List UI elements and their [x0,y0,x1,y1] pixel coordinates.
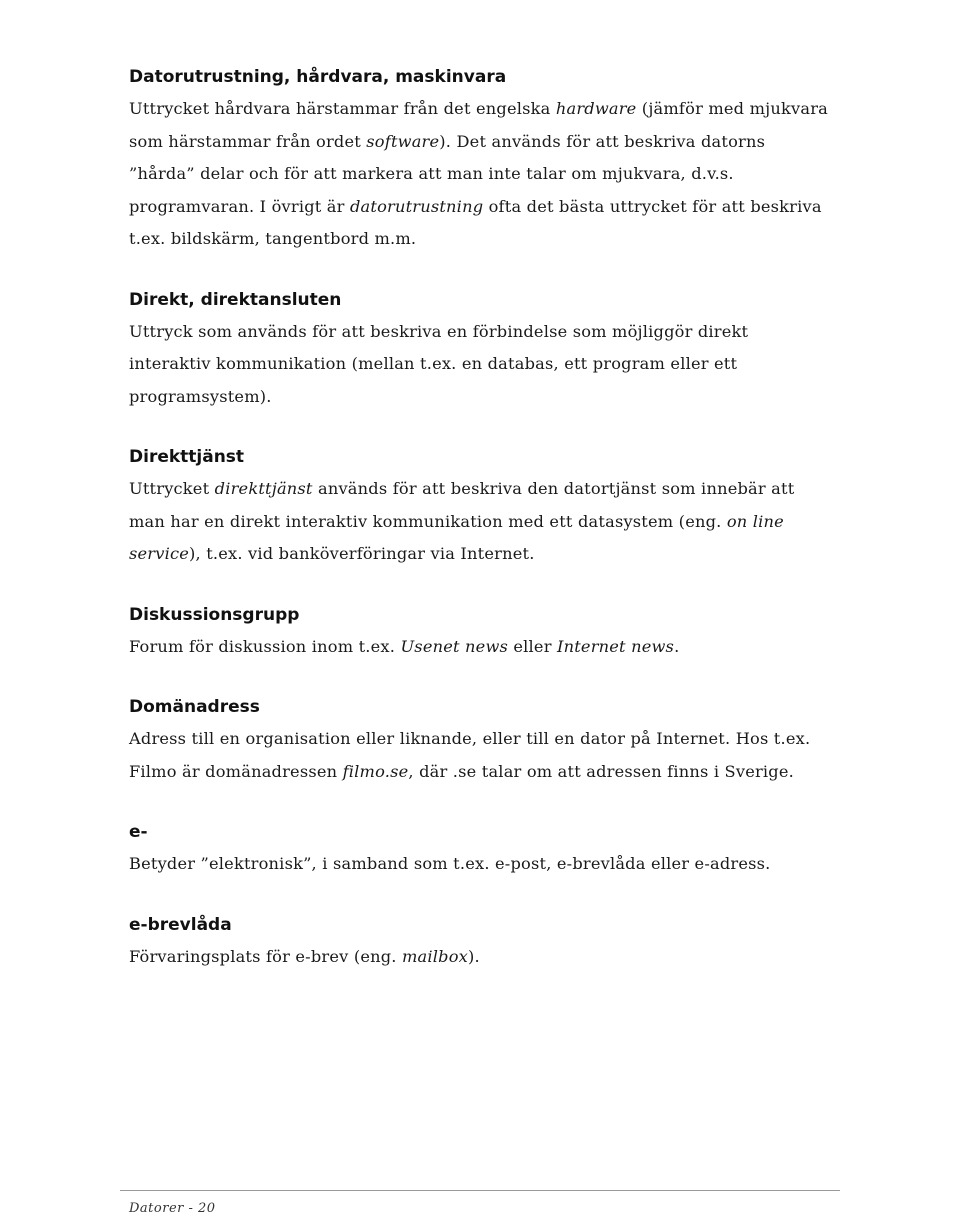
entry-spacer [129,881,829,914]
definition-text: Adress till en organisation eller liknande, eller till en dator på Internet. Hos t.ex. Filmo är domänadressen [129,729,811,781]
page-footer: Datorer - 20 [129,1201,216,1216]
definition-text: , där .se talar om att adressen finns i Sverige. [408,761,794,781]
entry-term: e- [129,822,148,842]
definition-text: eller [508,636,557,656]
entry-definition [129,723,829,788]
entry-spacer [129,663,829,696]
glossary-entry-e-brevlada [129,914,829,974]
entry-term: e-brevlåda [129,914,232,935]
definition-emphasis: Usenet news [400,636,509,656]
entry-definition [129,848,829,881]
definition-text: Uttrycket [129,479,215,498]
definition-emphasis: on line service [129,511,784,563]
glossary-entry-domanadress [129,696,829,788]
definition-text: används för att beskriva den datortjänst som innebär att man har en direkt interaktiv kommunikation med ett datasystem (eng. [129,479,795,531]
entry-spacer [129,413,829,446]
entry-definition [129,631,829,664]
definition-emphasis: mailbox [402,946,468,966]
entry-spacer [129,256,829,289]
glossary-entry-direkttjanst [129,446,829,571]
definition-text: ). Det används för att beskriva datorns ”hårda” delar och för att markera att man inte talar om mjukvara, d.v.s. programvaran. I övrigt är [129,131,766,216]
definition-text: . [674,636,680,656]
definition-emphasis: hardware [555,99,637,118]
glossary-entry-datorutrustning [129,66,829,256]
entry-term: Domänadress [129,697,260,717]
definition-text: Forum för diskussion inom t.ex. [129,636,401,656]
definition-text: (jämför med mjukvara som härstammar från ordet [129,99,828,151]
definition-text: ofta det bästa uttrycket för att beskriva t.ex. bildskärm, tangentbord m.m. [129,196,822,248]
entry-definition [129,941,829,974]
definition-emphasis: filmo.se [342,761,409,781]
entry-spacer [129,571,829,604]
definition-text: Uttryck som används för att beskriva en förbindelse som möjliggör direkt interaktiv kommunikation (mellan t.ex. en databas, ett program eller ett programsystem). [129,321,749,406]
definition-text: Uttrycket hårdvara härstammar från det engelska [129,99,556,118]
definition-text: Förvaringsplats för e-brev (eng. [129,946,402,966]
glossary-entry-direkt [129,289,829,414]
entry-term: Datorutrustning, hårdvara, maskinvara [129,67,507,87]
entry-definition [129,316,829,414]
definition-emphasis: software [366,131,440,151]
definition-emphasis: direkttjänst [214,479,313,498]
entry-term: Direkt, direktansluten [129,289,342,310]
entry-definition [129,93,829,256]
definition-text: ), t.ex. vid banköverföringar via Internet. [189,544,535,563]
definition-text: ). [468,946,480,966]
glossary-entry-diskussionsgrupp [129,604,829,664]
entry-definition [129,473,829,571]
glossary-entry-e [129,821,829,881]
definition-emphasis: datorutrustning [349,196,484,216]
definition-text: Betyder ”elektronisk”, i samband som t.ex. e-post, e-brevlåda eller e-adress. [129,854,771,873]
definition-emphasis: Internet news [556,636,675,656]
footer-divider [120,1190,840,1191]
glossary-page [129,66,829,973]
entry-spacer [129,788,829,821]
entry-term: Diskussionsgrupp [129,604,300,625]
entry-term: Direkttjänst [129,447,245,467]
